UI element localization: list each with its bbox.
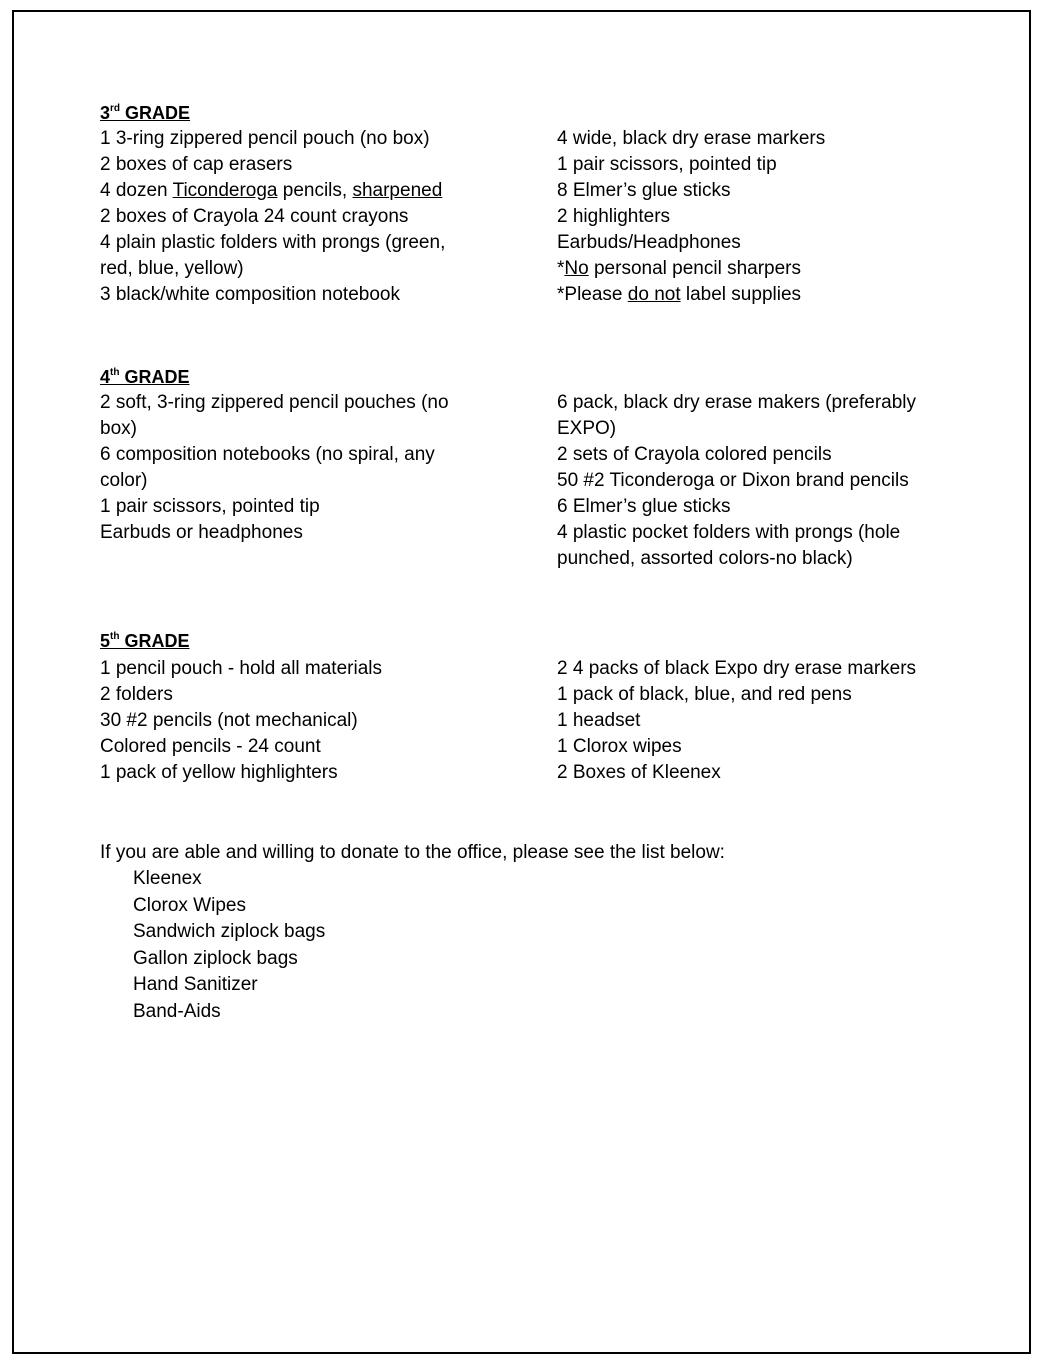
grade3-right-list: [557, 126, 957, 308]
list-item: 2 sets of Crayola colored pencils: [557, 444, 832, 465]
list-item: [557, 282, 957, 308]
grade3-left-list: [100, 126, 520, 308]
list-item: [100, 178, 520, 204]
grade5-right-list: [557, 656, 957, 786]
grade3-heading-word: GRADE: [125, 103, 191, 123]
grade5-left-list: [100, 656, 520, 786]
list-item: 1 pencil pouch - hold all materials: [100, 658, 382, 679]
underlined-text: sharpened: [352, 180, 443, 201]
underlined-text: do not: [627, 284, 681, 305]
list-item: 2 highlighters: [557, 206, 671, 227]
donate-list: [133, 866, 325, 1025]
grade4-heading-word: GRADE: [124, 367, 190, 387]
grade4-left-list: [100, 390, 475, 546]
grade5-heading: [100, 630, 190, 652]
grade4-heading: [100, 366, 190, 388]
list-item-text: *Please: [557, 284, 628, 305]
list-item: 50 #2 Ticonderoga or Dixon brand pencils: [557, 470, 909, 491]
grade4-right-list: [557, 390, 937, 572]
list-item: Earbuds/Headphones: [557, 232, 741, 253]
list-item: Sandwich ziplock bags: [133, 921, 326, 942]
underlined-text: Ticonderoga: [172, 180, 278, 201]
list-item-text: label supplies: [680, 284, 802, 305]
grade5-heading-sup: th: [110, 631, 120, 642]
list-item: 1 headset: [557, 710, 641, 731]
grade3-heading-sup: rd: [110, 103, 121, 114]
grade5-heading-word: GRADE: [124, 631, 190, 651]
list-item-text: pencils,: [277, 180, 353, 201]
list-item: 2 Boxes of Kleenex: [557, 762, 721, 783]
list-item: 30 #2 pencils (not mechanical): [100, 710, 358, 731]
list-item: Hand Sanitizer: [133, 974, 258, 995]
list-item-text: 4 dozen: [100, 180, 173, 201]
list-item: 6 pack, black dry erase makers (preferably EXPO): [557, 392, 917, 439]
list-item: 3 black/white composition notebook: [100, 284, 400, 305]
list-item: 2 folders: [100, 684, 173, 705]
list-item: Clorox Wipes: [133, 894, 246, 916]
list-item: 4 plastic pocket folders with prongs (hole punched, assorted colors-no black): [557, 522, 901, 569]
grade4-heading-num: 4: [100, 367, 111, 387]
list-item-text: *: [557, 258, 565, 279]
list-item: 2 soft, 3-ring zippered pencil pouches (no box): [100, 392, 449, 439]
list-item: Colored pencils - 24 count: [100, 736, 321, 757]
list-item: Earbuds or headphones: [100, 522, 303, 543]
list-item-text: personal pencil sharpers: [588, 258, 801, 279]
list-item: 1 3-ring zippered pencil pouch (no box): [100, 128, 430, 149]
grade3-heading-num: 3: [100, 103, 111, 123]
list-item: 1 pack of yellow highlighters: [100, 762, 338, 783]
list-item: 6 composition notebooks (no spiral, any color): [100, 444, 435, 491]
grade3-heading: [100, 102, 190, 124]
list-item: 2 4 packs of black Expo dry erase markers: [557, 658, 917, 679]
list-item: 1 pack of black, blue, and red pens: [557, 684, 852, 705]
list-item: 1 Clorox wipes: [557, 736, 682, 757]
list-item: 4 wide, black dry erase markers: [557, 128, 826, 149]
list-item: Band-Aids: [133, 1000, 221, 1022]
list-item: Kleenex: [133, 868, 202, 889]
list-item: 6 Elmer’s glue sticks: [557, 496, 731, 517]
grade5-heading-num: 5: [100, 631, 111, 651]
list-item: 8 Elmer’s glue sticks: [557, 180, 731, 201]
list-item: 2 boxes of Crayola 24 count crayons: [100, 206, 409, 227]
list-item: [557, 256, 957, 282]
list-item: Gallon ziplock bags: [133, 947, 298, 969]
list-item: 1 pair scissors, pointed tip: [557, 154, 777, 175]
list-item: 2 boxes of cap erasers: [100, 154, 293, 175]
donate-intro: If you are able and willing to donate to the office, please see the list below:: [100, 842, 725, 863]
list-item: 1 pair scissors, pointed tip: [100, 496, 320, 517]
list-item: 4 plain plastic folders with prongs (green, red, blue, yellow): [100, 232, 446, 279]
underlined-text: No: [564, 258, 589, 279]
grade4-heading-sup: th: [110, 367, 120, 378]
